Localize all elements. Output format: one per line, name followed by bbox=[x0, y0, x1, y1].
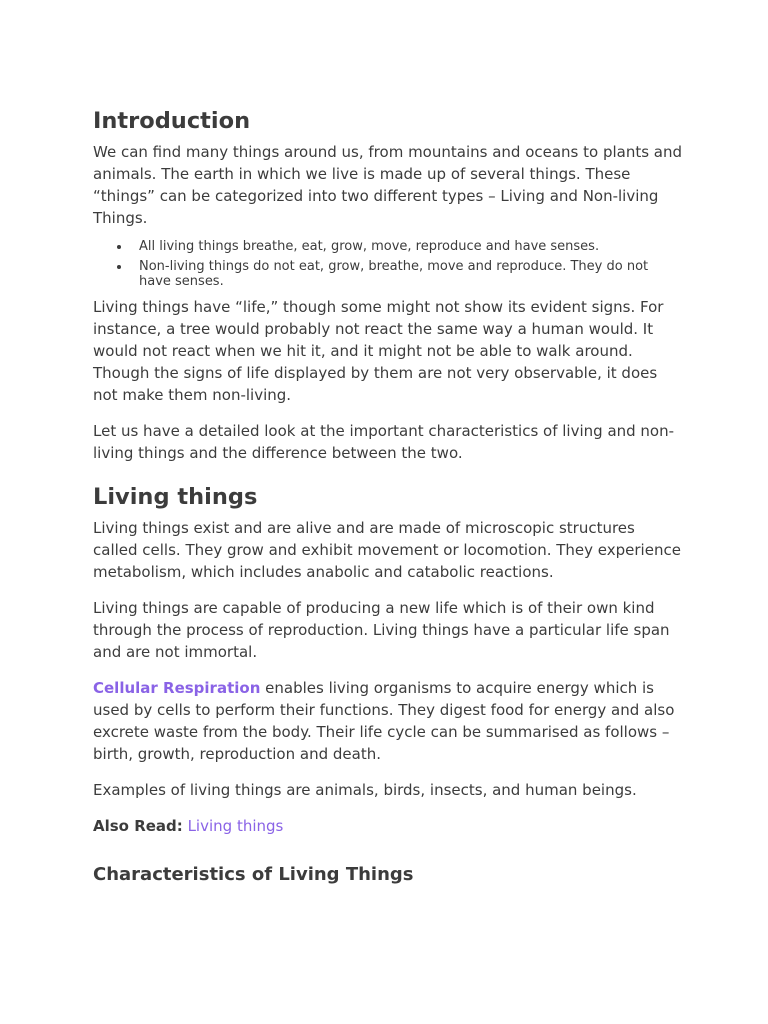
also-read-label: Also Read: bbox=[93, 817, 183, 835]
intro-paragraph-3: Let us have a detailed look at the important characteristics of living and non-living things and the difference between the two. bbox=[93, 422, 675, 462]
living-paragraph-1: Living things exist and are alive and are made of microscopic structures called cells. They grow and exhibit movement or locomotion. They experience metabolism, which includes anabolic and catabolic reactions. bbox=[93, 519, 681, 581]
list-item: All living things breathe, eat, grow, move, reproduce and have senses. bbox=[139, 239, 683, 254]
introduction-heading: Introduction bbox=[93, 108, 251, 134]
article-content bbox=[93, 106, 683, 887]
living-paragraph-3 bbox=[93, 677, 683, 765]
intro-paragraph-1: We can find many things around us, from mountains and oceans to plants and animals. The earth in which we live is made up of several things. These “things” can be categorized into two different types – Living and Non-living Things. bbox=[93, 143, 683, 227]
living-things-link[interactable]: Living things bbox=[187, 817, 284, 835]
living-paragraph-4: Examples of living things are animals, birds, insects, and human beings. bbox=[93, 781, 637, 799]
living-things-heading: Living things bbox=[93, 484, 258, 510]
cellular-respiration-link[interactable]: Cellular Respiration bbox=[93, 679, 261, 697]
list-item: Non-living things do not eat, grow, breathe, move and reproduce. They do not have senses. bbox=[139, 259, 683, 289]
living-paragraph-3-text: enables living organisms to acquire energy which is used by cells to perform their functions. They digest food for energy and also excrete waste from the body. Their life cycle can be summarised as follows – birth, growth, reproduction and death. bbox=[93, 679, 675, 763]
intro-bullet-list bbox=[93, 239, 683, 289]
intro-paragraph-2: Living things have “life,” though some might not show its evident signs. For instance, a tree would probably not react the same way a human would. It would not react when we hit it, and it might not be able to walk around. Though the signs of life displayed by them are not very observable, it does not make them non-living. bbox=[93, 298, 664, 404]
also-read-line bbox=[93, 815, 683, 837]
living-paragraph-2: Living things are capable of producing a new life which is of their own kind through the process of reproduction. Living things have a particular life span and are not immortal. bbox=[93, 599, 670, 661]
characteristics-heading: Characteristics of Living Things bbox=[93, 864, 414, 885]
